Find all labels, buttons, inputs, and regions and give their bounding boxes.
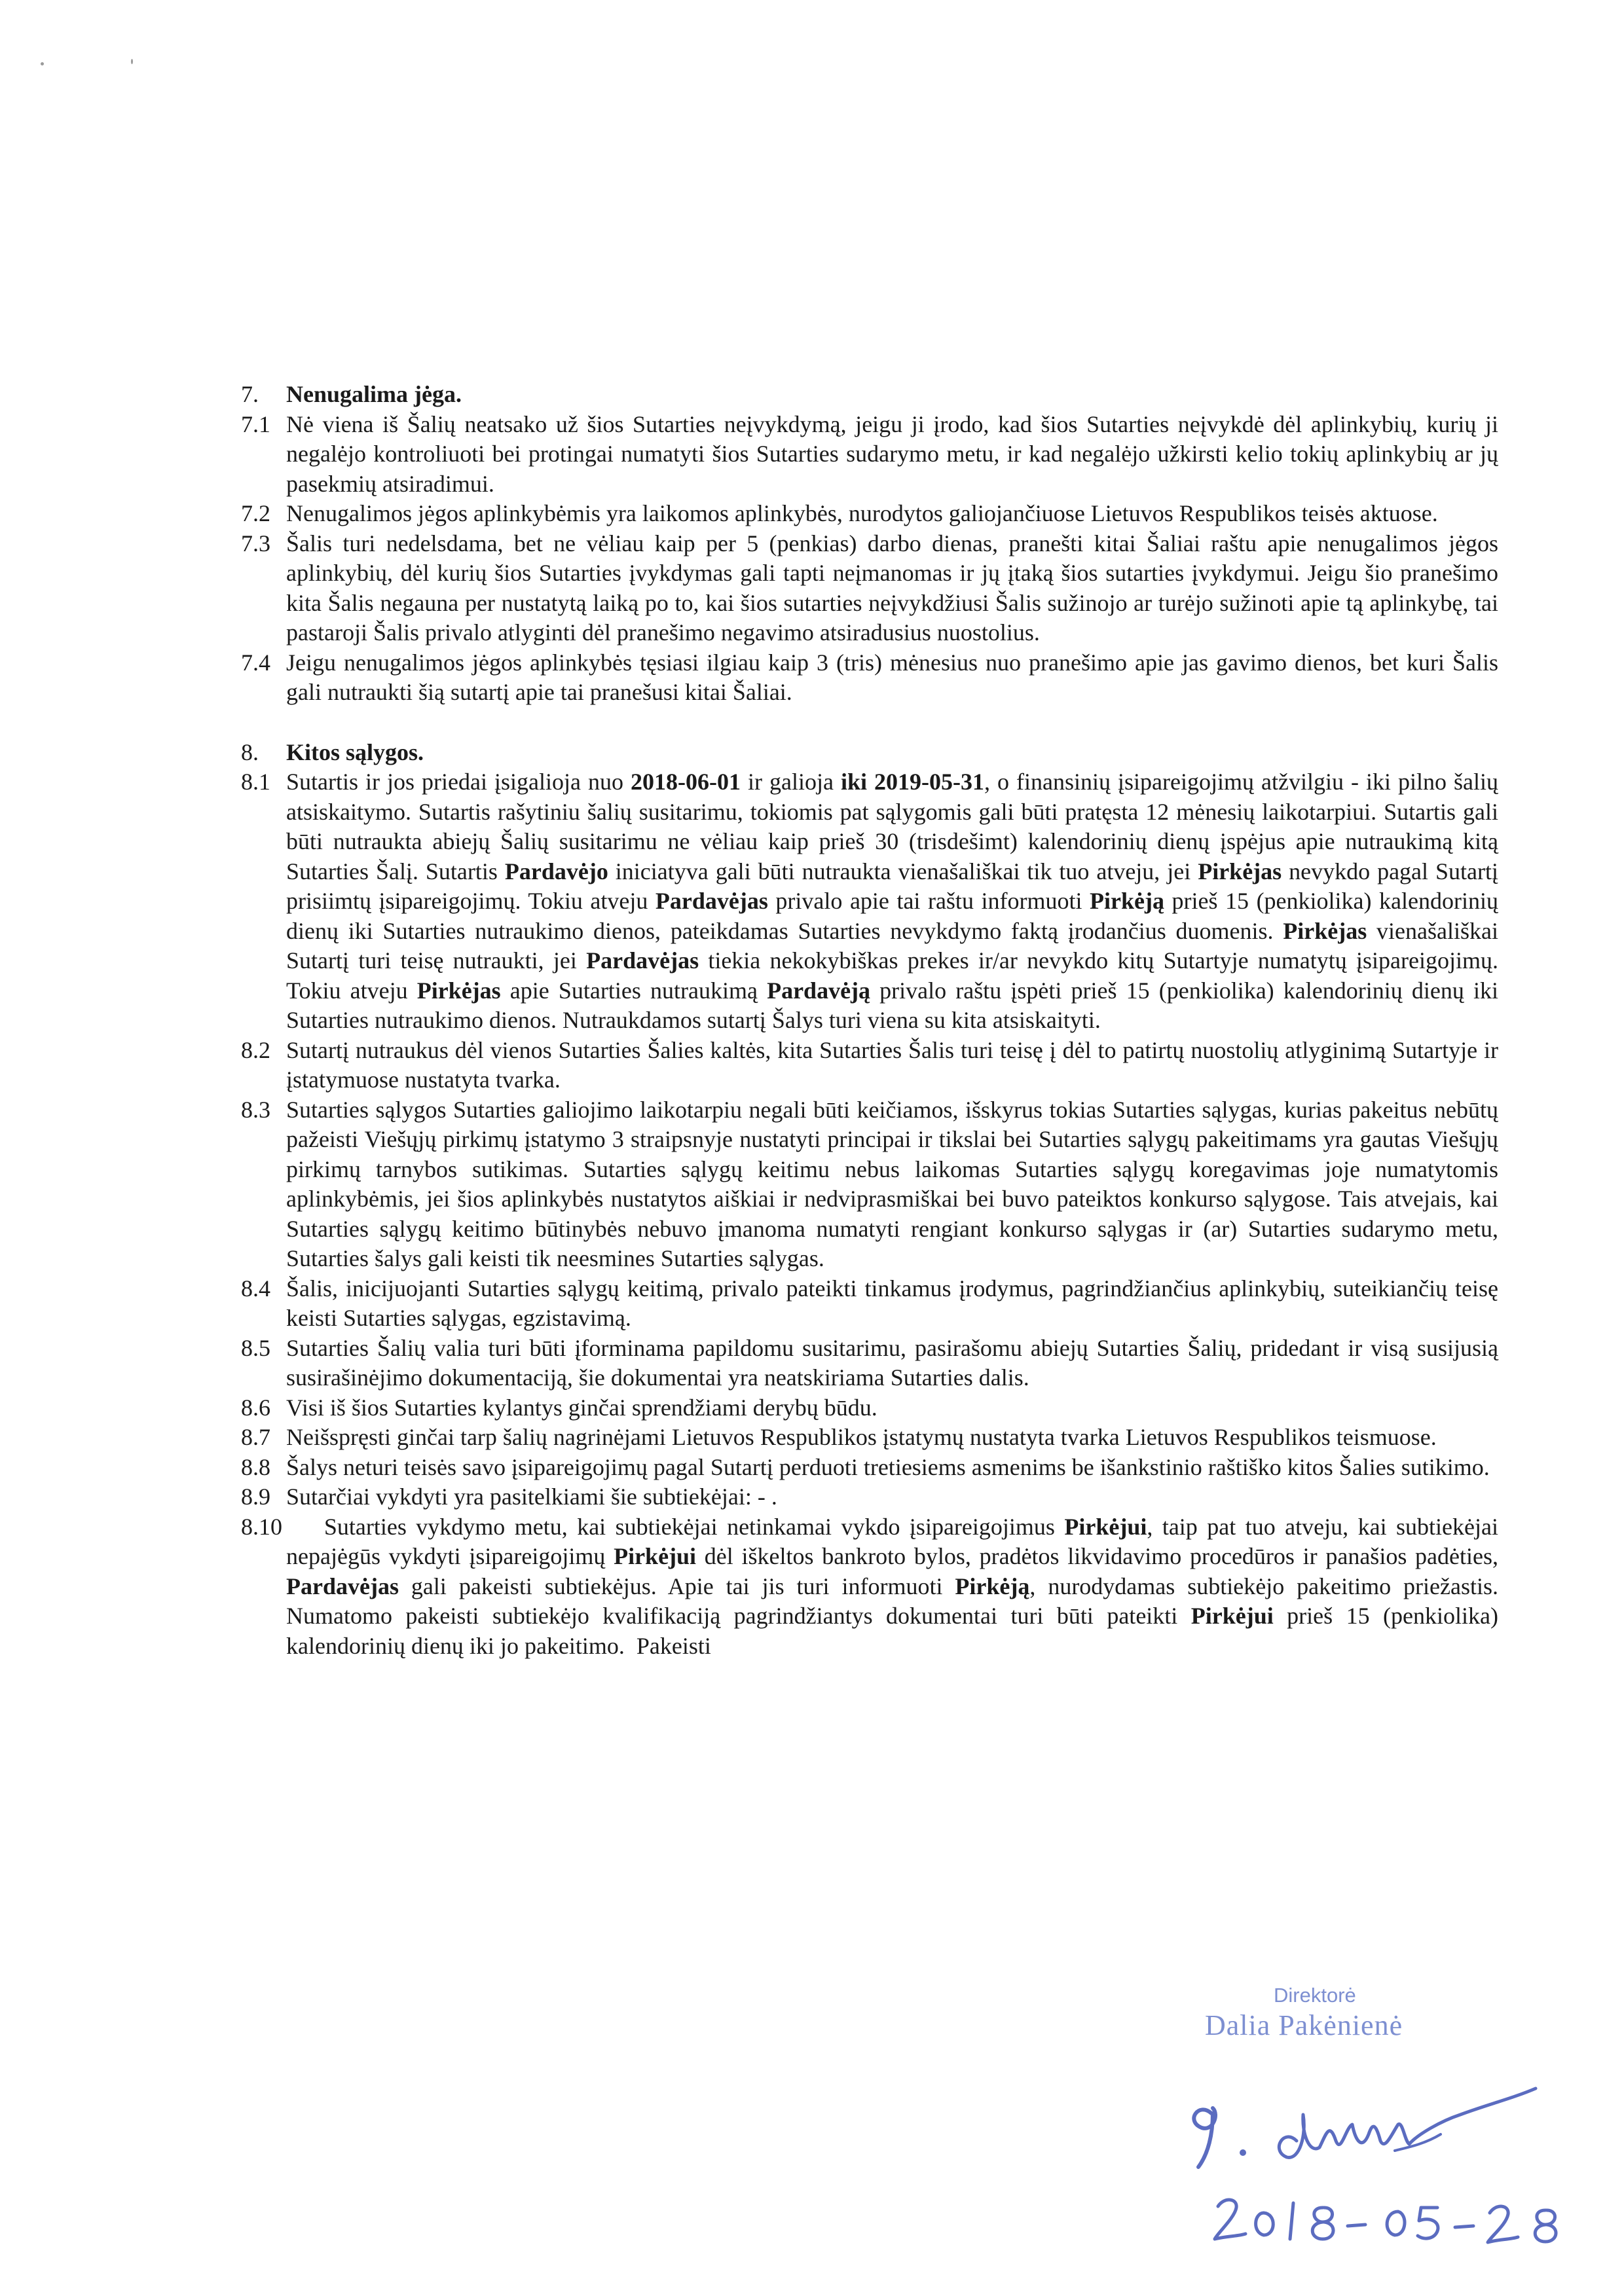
clause (241, 1482, 1498, 1512)
clause-text: Šalis, inicijuojanti Sutarties sąlygų keitimą, privalo pateikti tinkamus įrodymus, pagrindžiančius aplinkybių, suteikiančių teisę keisti Sutarties sąlygas, egzistavimą. (286, 1275, 1498, 1331)
clause-number: 8.8 (241, 1453, 270, 1480)
clause-number: 7.2 (241, 500, 270, 526)
clause (241, 410, 1498, 500)
section-8 (241, 738, 1505, 1662)
clause-text: Neišspręsti ginčai tarp šalių nagrinėjami Lietuvos Respublikos įstatymų nustatyta tvarka Lietuvos Respublikos teismuose. (286, 1424, 1437, 1450)
document-body (241, 380, 1505, 1661)
clause-text: Sutartis ir jos priedai įsigalioja nuo 2018-06-01 ir galioja iki 2019-05-31, o finansinių įsipareigojimų atžvilgiu - iki pilno šalių atsiskaitymo. Sutartis rašytiniu šalių susitarimu, tokiomis pat sąlygomis gali būti pratęsta 12 mėnesių laikotarpiui. Sutartis gali būti nutraukta abiejų Šalių susitarimu ne vėliau kaip prieš 30 (trisdešimt) kalendorinių dienų įspėjus apie nutraukimą kitą Sutarties Šalį. Sutartis Pardavėjo iniciatyva gali būti nutraukta vienašališkai tik tuo atveju, jei Pirkėjas nevykdo pagal Sutartį prisiimtų įsipareigojimų. Tokiu atveju Pardavėjas privalo apie tai raštu informuoti Pirkėją prieš 15 (penkiolika) kalendorinių dienų iki Sutarties nutraukimo dienos, pateikdamas Sutarties nevykdymo faktą įrodančius duomenis. Pirkėjas vienašališkai Sutartį turi teisę nutraukti, jei Pardavėjas tiekia nekokybiškas prekes ir/ar nevykdo kitų Sutartyje numatytų įsipareigojimų. Tokiu atveju Pirkėjas apie Sutarties nutraukimą Pardavėją privalo raštu įspėti prieš 15 (penkiolika) kalendorinių dienų iki Sutarties nutraukimo dienos. Nutraukdamos sutartį Šalys turi viena su kita atsiskaityti. (286, 769, 1498, 1033)
section-number: 8. (241, 738, 259, 765)
clause (241, 1423, 1498, 1453)
clause-number: 8.4 (241, 1275, 270, 1302)
clause-text: Sutarties vykdymo metu, kai subtiekėjai netinkamai vykdo įsipareigojimus Pirkėjui, taip pat tuo atveju, kai subtiekėjai nepajėgūs vykdyti įsipareigojimų Pirkėjui dėl iškeltos bankroto bylos, pradėtos likvidavimo procedūros ir panašios padėties, Pardavėjas gali pakeisti subtiekėjus. Apie tai jis turi informuoti Pirkėją, nurodydamas subtiekėjo pakeitimo priežastis. Numatomo pakeisti subtiekėjo kvalifikaciją pagrindžiantys dokumentai turi būti pateikti Pirkėjui prieš 15 (penkiolika) kalendorinių dienų iki jo pakeitimo. Pakeisti (286, 1513, 1505, 1659)
section-heading (241, 380, 1498, 410)
clause-number: 8.3 (241, 1096, 270, 1123)
clause (241, 1274, 1498, 1334)
clause-number: 8.2 (241, 1036, 270, 1063)
clause-text: Sutarties sąlygos Sutarties galiojimo laikotarpiu negali būti keičiamos, išskyrus tokias Sutarties sąlygas, kurias pakeitus nebūtų pažeisti Viešųjų pirkimų įstatymo 3 straipsnyje nustatyti principai ir tikslai bei Sutarties sąlygų pakeitimams yra gautas Viešųjų pirkimų tarnybos sutikimas. Sutarties sąlygų keitimu nebus laikomas Sutarties sąlygų koregavimas joje numatytomis aplinkybėmis, jei šios aplinkybės nustatytos aiškiai ir nedviprasmiškai bei buvo pateiktos konkurso sąlygose. Tais atvejais, kai Sutarties sąlygų keitimo būtinybės nebuvo įmanoma numatyti rengiant konkurso sąlygas ir (ar) Sutarties sudarymo metu, Sutarties šalys gali keisti tik neesmines Sutarties sąlygas. (286, 1096, 1498, 1271)
scan-speck (41, 62, 44, 65)
clause-text: Sutartį nutraukus dėl vienos Sutarties Šalies kaltės, kita Sutarties Šalis turi teisę į dėl to patirtų nuostolių atlyginimą Sutartyje ir įstatymuose nustatyta tvarka. (286, 1036, 1498, 1093)
section-heading (241, 738, 1498, 768)
clause-number: 7.3 (241, 530, 270, 556)
clause-text: Šalys neturi teisės savo įsipareigojimų pagal Sutartį perduoti tretiesiems asmenims be išankstinio raštiško kitos Šalies sutikimo. (286, 1453, 1490, 1480)
clause-number: 8.5 (241, 1334, 270, 1361)
clause-number: 8.7 (241, 1424, 270, 1450)
clause (241, 499, 1498, 529)
clause-text: Sutarčiai vykdyti yra pasitelkiami šie subtiekėjai: - . (286, 1484, 777, 1510)
handwritten-signature (1172, 2036, 1591, 2291)
clause-number: 8.10 (241, 1513, 282, 1540)
clause (241, 648, 1498, 708)
clause (241, 1036, 1498, 1095)
clause-number: 8.1 (241, 769, 270, 795)
section-title: Kitos sąlygos. (286, 738, 424, 765)
clause-text: Nenugalimos jėgos aplinkybėmis yra laikomos aplinkybės, nurodytos galiojančiuose Lietuvos Respublikos teisės aktuose. (286, 500, 1438, 526)
clause-number: 7.4 (241, 649, 270, 676)
clause-number: 7.1 (241, 410, 270, 437)
clause (241, 1334, 1498, 1393)
clause-number: 8.9 (241, 1484, 270, 1510)
clause-text: Visi iš šios Sutarties kylantys ginčai sprendžiami derybų būdu. (286, 1394, 877, 1421)
clause (241, 1393, 1498, 1423)
clause-text: Nė viena iš Šalių neatsako už šios Sutarties neįvykdymą, jeigu ji įrodo, kad šios Sutarties neįvykdė dėl aplinkybių, kurių ji negalėjo kontroliuoti bei protingai numatyti šios Sutarties sudarymo metu, ir kad negalėjo užkirsti kelio tokių aplinkybių ar jų pasekmių atsiradimui. (286, 410, 1498, 497)
scan-speck (131, 59, 133, 64)
section-7 (241, 380, 1498, 708)
clause-number: 8.6 (241, 1394, 270, 1421)
clause-text: Šalis turi nedelsdama, bet ne vėliau kaip per 5 (penkias) darbo dienas, pranešti kitai Šaliai raštu apie nenugalimos jėgos aplinkybių, dėl kurių šios Sutarties įvykdymas gali tapti neįmanomas ir jų įtaką šios sutarties įvykdymui. Jeigu šio pranešimo kita Šalis negauna per nustatytą laiką po to, kai šios sutarties neįvykdžiusi Šalis sužinojo ar turėjo sužinoti apie tą aplinkybę, tai pastaroji Šalis privalo atlyginti dėl pranešimo negavimo atsiradusius nuostolius. (286, 530, 1498, 646)
section-number: 7. (241, 381, 259, 407)
section-title: Nenugalima jėga. (286, 381, 462, 407)
clause (241, 1095, 1498, 1274)
clause-text: Sutarties Šalių valia turi būti įforminama papildomu susitarimu, pasirašomu abiejų Sutarties Šalių, pridedant ir visą susijusią susirašinėjimo dokumentaciją, šie dokumentai yra neatskiriama Sutarties dalis. (286, 1334, 1498, 1391)
clause-text: Jeigu nenugalimos jėgos aplinkybės tęsiasi ilgiau kaip 3 (tris) mėnesius nuo pranešimo apie jas gavimo dienos, bet kuri Šalis gali nutraukti šią sutartį apie tai pranešusi kitai Šaliai. (286, 649, 1498, 705)
stamp-title: Direktorė (1274, 1984, 1356, 2007)
stamp-name: Dalia Pakėnienė (1205, 2009, 1403, 2041)
clause (241, 767, 1498, 1036)
clause (241, 1453, 1498, 1483)
clause (241, 1512, 1505, 1662)
director-stamp-signature (1172, 1984, 1591, 2291)
clause (241, 529, 1498, 648)
